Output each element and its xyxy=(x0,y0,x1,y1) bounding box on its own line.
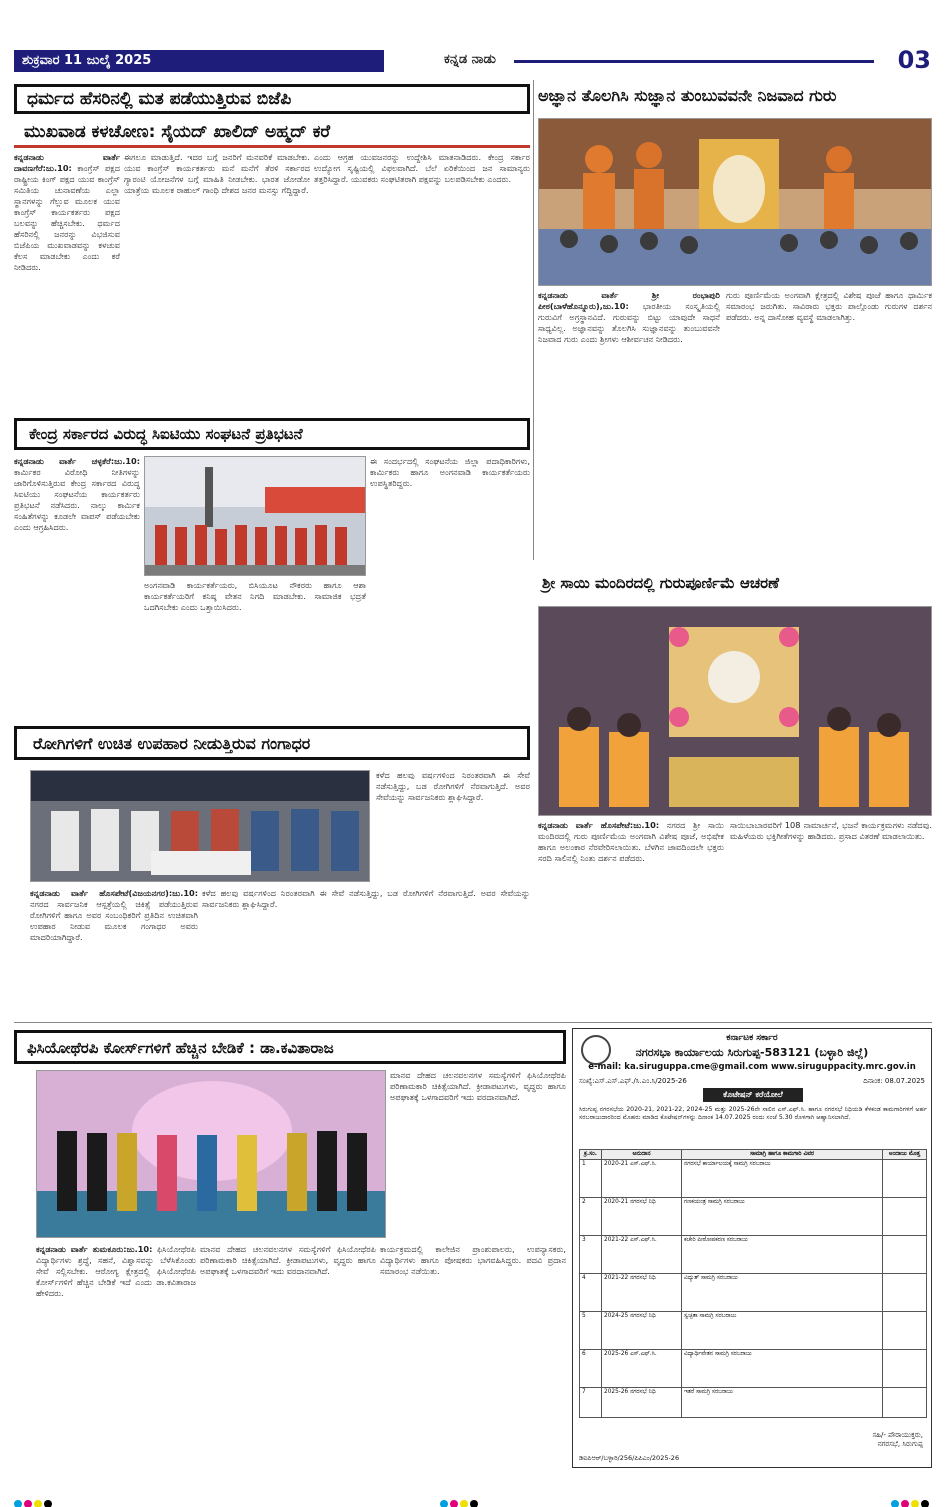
article6-dateline: ಕನ್ನಡನಾಡು ವಾರ್ತೆ ತುಮಕೂರು:ಜು.10: xyxy=(36,1244,153,1254)
cell: ಗಣಕಯಂತ್ರ ಸಾಮಗ್ರಿ ಸರಬರಾಜು xyxy=(682,1198,883,1236)
graduation-photo xyxy=(36,1070,386,1238)
article4-dateline: ಕನ್ನಡನಾಡು ವಾರ್ತೆ ಹೊಸಪೇಟೆ:ಜು.10: xyxy=(538,820,660,830)
masthead-paper-name: ಕನ್ನಡ ನಾಡು xyxy=(444,52,496,67)
cell: 2 xyxy=(580,1198,602,1236)
masthead-rule xyxy=(514,60,874,63)
cell: 2025-26 ನಗರಸಭೆ ನಿಧಿ xyxy=(602,1388,682,1418)
cell: ವಿದ್ಯಾರ್ಥಿವೇತನ ಸಾಮಗ್ರಿ ಸರಬರಾಜು xyxy=(682,1350,883,1388)
article3-headline[interactable]: ಕೇಂದ್ರ ಸರ್ಕಾರದ ವಿರುದ್ಧ ಸಿಐಟಿಯು ಸಂಘಟನೆ ಪ್ರತಿಭಟನೆ xyxy=(14,418,530,450)
table-row xyxy=(580,1274,927,1312)
article1-headline1[interactable]: ಧರ್ಮದ ಹೆಸರಿನಲ್ಲಿ ಮತ ಪಡೆಯುತ್ತಿರುವ ಬಿಜೆಪಿ xyxy=(14,84,530,114)
article1-col2: ಈಗಲೂ ಮಾಡುತ್ತಿದೆ. ಇದರ ಬಗ್ಗೆ ಜನರಿಗೆ ಮನವರಿಕೆ ಮಾಡಬೇಕು. ಯುವ ಕಾಂಗ್ರೆಸ್ ಕಾರ್ಯಕರ್ತರು ಮನೆ ಮನೆಗೆ ತೆರಳಿ ಸರ್ಕಾರದ ಗ್ಯಾರಂಟಿ ಯೋಜನೆಗಳ ಬಗ್ಗೆ ಮಾಹಿತಿ ನೀಡಬೇಕು. ಭಾರತ ಜೋಡೋ ಯಾತ್ರೆಯ ಮೂಲಕ ರಾಹುಲ್ ಗಾಂಧಿ ದೇಶದ ಜನರ ಮನಸ್ಸು ಗೆದ್ದಿದ್ದಾರೆ. xyxy=(124,152,310,195)
food-distribution-photo xyxy=(30,770,370,882)
notice-col-amount: ಅಂದಾಜು ಮೊತ್ತ xyxy=(883,1150,927,1160)
notice-col-no: ಕ್ರ.ಸಂ. xyxy=(580,1150,602,1160)
cell: 2021-22 ಎಸ್.ಎಫ್.ಸಿ. xyxy=(602,1236,682,1274)
page-number: 03 xyxy=(897,46,931,74)
notice-sign-line2: ನಗರಸಭೆ, ಸಿರುಗುಪ್ಪ xyxy=(877,1440,923,1448)
cell xyxy=(883,1350,927,1388)
cell xyxy=(883,1198,927,1236)
table-row xyxy=(580,1236,927,1274)
cell xyxy=(883,1160,927,1198)
article1-headline2[interactable]: ಮುಖವಾಡ ಕಳಚೋಣ: ಸೈಯದ್ ಖಾಲಿದ್ ಅಹ್ಮದ್ ಕರೆ xyxy=(14,118,530,148)
cell: 2024-25 ನಗರಸಭೆ ನಿಧಿ xyxy=(602,1312,682,1350)
article5-col1 xyxy=(30,888,198,1016)
article6-text1: ಫಿಸಿಯೋಥೆರಪಿ ವಿದ್ಯಾರ್ಥಿಗಳು ಶ್ರದ್ಧೆ, ಸಹನೆ, ವಿಶ್ವಾಸವನ್ನು ಬೆಳೆಸಿಕೊಂಡು ಸೇವೆ ಸಲ್ಲಿಸಬೇಕು. ಆರೋಗ್ಯ ಕ್ಷೇತ್ರದಲ್ಲಿ ಫಿಸಿಯೋಥೆರಪಿ ಕೋರ್ಸ್‌ಗಳಿಗೆ ಹೆಚ್ಚಿನ ಬೇಡಿಕೆ ಇದೆ ಎಂದು ಡಾ.ಕವಿತಾರಾಜ ಹೇಳಿದರು. xyxy=(36,1244,196,1298)
article4-col2: ಸಾಯಿಬಾಬಾರವರಿಗೆ 108 ನಾಮಾರ್ಚನೆ, ಭಜನೆ ಕಾರ್ಯಕ್ರಮಗಳು ನಡೆದವು. ಮಹಿಳೆಯರು ಭಕ್ತಿಗೀತೆಗಳನ್ನು ಹಾಡಿದರು. ಪ್ರಸಾದ ವಿತರಣೆ ಮಾಡಲಾಯಿತು. xyxy=(730,820,932,841)
cell: 6 xyxy=(580,1350,602,1388)
cell xyxy=(883,1274,927,1312)
cell: ಕಚೇರಿ ಪೀಠೋಪಕರಣ ಸರಬರಾಜು xyxy=(682,1236,883,1274)
article3-col1 xyxy=(14,456,140,716)
notice-col-desc: ಸಾಮಾಗ್ರಿ ಹಾಗೂ ಕಾಮಗಾರಿ ವಿವರ xyxy=(682,1150,883,1160)
cell: ವಿದ್ಯುತ್ ಸಾಮಗ್ರಿ ಸರಬರಾಜು xyxy=(682,1274,883,1312)
table-row xyxy=(580,1160,927,1198)
cell: 4 xyxy=(580,1274,602,1312)
registration-marks-center xyxy=(440,1493,480,1503)
article1-col1 xyxy=(14,152,120,410)
cell: 2021-22 ನಗರಸಭೆ ನಿಧಿ xyxy=(602,1274,682,1312)
cell xyxy=(883,1388,927,1418)
cell: 1 xyxy=(580,1160,602,1198)
quotation-notice xyxy=(572,1028,932,1468)
section-divider xyxy=(14,1022,932,1023)
notice-table xyxy=(579,1149,927,1418)
article6-col3: ಕಾರ್ಯಕ್ರಮದಲ್ಲಿ ಕಾಲೇಜಿನ ಪ್ರಾಂಶುಪಾಲರು, ಉಪನ್ಯಾಸಕರು, ವಿದ್ಯಾರ್ಥಿಗಳು ಹಾಗೂ ಪೋಷಕರು ಭಾಗವಹಿಸಿದ್ದರು. ಪದವಿ ಪ್ರದಾನ ಸಮಾರಂಭ ನಡೆಯಿತು. xyxy=(380,1244,566,1276)
article3-text1: ಕಾರ್ಮಿಕರ ವಿರೋಧಿ ನೀತಿಗಳನ್ನು ಜಾರಿಗೊಳಿಸುತ್ತಿರುವ ಕೇಂದ್ರ ಸರ್ಕಾರದ ವಿರುದ್ಧ ಸಿಐಟಿಯು ಸಂಘಟನೆಯ ಕಾರ್ಯಕರ್ತರು ಪ್ರತಿಭಟನೆ ನಡೆಸಿದರು. ನಾಲ್ಕು ಕಾರ್ಮಿಕ ಸಂಹಿತೆಗಳನ್ನು ಕೂಡಲೇ ವಾಪಸ್ ಪಡೆಯಬೇಕು ಎಂದು ಆಗ್ರಹಿಸಿದರು. xyxy=(14,467,140,532)
notice-ref: ಸಂಖ್ಯೆ:ಎಸ್.ಎಸ್.ಎಫ್./ಸಿ.ಎಂ.ಸಿ/2025-26 xyxy=(579,1077,687,1085)
article4-text1: ನಗರದ ಶ್ರೀ ಸಾಯಿ ಮಂದಿರದಲ್ಲಿ ಗುರು ಪೂರ್ಣಿಮೆಯ ಅಂಗವಾಗಿ ವಿಶೇಷ ಪೂಜೆ, ಅಭಿಷೇಕ ಹಾಗೂ ಅಲಂಕಾರ ನೆರವೇರಿಸಲಾಯಿತು. ಬೆಳಗಿನ ಜಾವದಿಂದಲೇ ಭಕ್ತರು ಸರದಿ ಸಾಲಿನಲ್ಲಿ ನಿಂತು ದರ್ಶನ ಪಡೆದರು. xyxy=(538,820,724,863)
article1-col3: ಎಂದು ಆಗ್ರಹ ಯುವಜನರನ್ನು ಉದ್ದೇಶಿಸಿ ಮಾತನಾಡಿದರು. ಕೇಂದ್ರ ಸರ್ಕಾರ ಉದ್ಯೋಗ ಸೃಷ್ಟಿಯಲ್ಲಿ ವಿಫಲವಾಗಿದೆ. ಬೆಲೆ ಏರಿಕೆಯಿಂದ ಜನ ಸಾಮಾನ್ಯರು ತತ್ತರಿಸಿದ್ದಾರೆ. ಯುವಕರು ಸಂಘಟಿತರಾಗಿ ಪಕ್ಷವನ್ನು ಬಲಪಡಿಸಬೇಕು ಎಂದರು. xyxy=(314,152,530,184)
table-row xyxy=(580,1350,927,1388)
masthead xyxy=(14,46,931,78)
article5-text1: ನಗರದ ಸಾರ್ವಜನಿಕ ಆಸ್ಪತ್ರೆಯಲ್ಲಿ ಚಿಕಿತ್ಸೆ ಪಡೆಯುತ್ತಿರುವ ರೋಗಿಗಳಿಗೆ ಹಾಗೂ ಅವರ ಸಂಬಂಧಿಕರಿಗೆ ಪ್ರತಿದಿನ ಉಚಿತವಾಗಿ ಉಪಹಾರ ನೀಡುವ ಮೂಲಕ ಗಂಗಾಧರ ಅವರು ಮಾದರಿಯಾಗಿದ್ದಾರೆ. xyxy=(30,899,198,942)
masthead-date: ಶುಕ್ರವಾರ 11 ಜುಲೈ 2025 xyxy=(14,50,384,72)
article6-col1 xyxy=(36,1244,196,1490)
article1-text1: ಕಾಂಗ್ರೆಸ್ ಪಕ್ಷದ ರಾಷ್ಟ್ರೀಯ ಕಿಂಗ್ ಪಕ್ಷದ ಯುವ ಕಾಂಗ್ರೆಸ್ ಸಮಿತಿಯ ಚುನಾವಣೆಯ ಎಲ್ಲಾ ಸ್ಥಾನಗಳನ್ನು ಗೆಲ್ಲುವ ಮೂಲಕ ಯುವ ಕಾಂಗ್ರೆಸ್ ಕಾರ್ಯಕರ್ತರು ಪಕ್ಷದ ಬಲವನ್ನು ಹೆಚ್ಚಿಸಬೇಕು. ಧರ್ಮದ ಹೆಸರಿನಲ್ಲಿ ಜನರನ್ನು ವಿಭಜಿಸುವ ಬಿಜೆಪಿಯ ಮುಖವಾಡವನ್ನು ಕಳಚುವ ಕೆಲಸ ಮಾಡಬೇಕು ಎಂದು ಕರೆ ನೀಡಿದರು. xyxy=(14,163,120,272)
notice-col-grant: ಅನುದಾನ xyxy=(602,1150,682,1160)
table-row xyxy=(580,1312,927,1350)
cell: ನಗರಸಭೆ ಕಾರ್ಯಾಲಯಕ್ಕೆ ಸಾಮಗ್ರಿ ಸರಬರಾಜು xyxy=(682,1160,883,1198)
registration-marks-right xyxy=(891,1493,931,1503)
cell: 7 xyxy=(580,1388,602,1418)
notice-signature xyxy=(872,1431,923,1449)
table-row xyxy=(580,1198,927,1236)
column-divider xyxy=(533,80,534,560)
notice-title: ಕೊಟೇಷನ್ ಕರೆಯೋಲೆ xyxy=(703,1088,803,1102)
article5-dateline: ಕನ್ನಡನಾಡು ವಾರ್ತೆ ಹೊಸಪೇಟೆ(ವಿಜಯನಗರ):ಜು.10: xyxy=(30,888,198,898)
sai-temple-photo xyxy=(538,606,932,816)
article2-dateline: ಕನ್ನಡನಾಡು ವಾರ್ತೆ ಶ್ರೀ ರಂಭಾಪುರಿ ಪೀಠ(ಬಾಳೆಹೊನ್ನೂರು),ಜು.10: xyxy=(538,290,720,311)
article3-col3: ಈ ಸಂದರ್ಭದಲ್ಲಿ ಸಂಘಟನೆಯ ಜಿಲ್ಲಾ ಪದಾಧಿಕಾರಿಗಳು, ಕಾರ್ಮಿಕರು ಹಾಗೂ ಅಂಗನವಾಡಿ ಕಾರ್ಯಕರ್ತೆಯರು ಉಪಸ್ಥಿತರಿದ್ದರು. xyxy=(370,456,530,488)
notice-govt: ಕರ್ನಾಟಕ ಸರ್ಕಾರ xyxy=(726,1033,778,1043)
cell: 2025-26 ಎಸ್.ಎಫ್.ಸಿ. xyxy=(602,1350,682,1388)
article3-col2: ಅಂಗನವಾಡಿ ಕಾರ್ಯಕರ್ತೆಯರು, ಬಿಸಿಯೂಟ ನೌಕರರು ಹಾಗೂ ಆಶಾ ಕಾರ್ಯಕರ್ತೆಯರಿಗೆ ಕನಿಷ್ಠ ವೇತನ ನಿಗದಿ ಮಾಡಬೇಕು. ಸಾಮಾಜಿಕ ಭದ್ರತೆ ಒದಗಿಸಬೇಕು ಎಂದು ಒತ್ತಾಯಿಸಿದರು. xyxy=(144,580,366,612)
notice-email: e-mail: ka.siruguppa.cme@gmail.com www.siruguppacity.mrc.gov.in xyxy=(588,1062,916,1072)
cell: ಸ್ವಚ್ಛತಾ ಸಾಮಗ್ರಿ ಸರಬರಾಜು xyxy=(682,1312,883,1350)
notice-office: ನಗರಸಭಾ ಕಾರ್ಯಾಲಯ ಸಿರುಗುಪ್ಪ-583121 (ಬಳ್ಳಾರಿ ಜಿಲ್ಲೆ) xyxy=(635,1046,869,1059)
cell xyxy=(883,1236,927,1274)
article4-headline[interactable]: ಶ್ರೀ ಸಾಯಿ ಮಂದಿರದಲ್ಲಿ ಗುರುಪೂರ್ಣಿಮೆ ಆಚರಣೆ xyxy=(542,574,780,592)
notice-date: ದಿನಾಂಕ: 08.07.2025 xyxy=(863,1077,925,1085)
article5-col-side: ಕಳೆದ ಹಲವು ವರ್ಷಗಳಿಂದ ನಿರಂತರವಾಗಿ ಈ ಸೇವೆ ನಡೆಸುತ್ತಿದ್ದು, ಬಡ ರೋಗಿಗಳಿಗೆ ನೆರವಾಗುತ್ತಿದೆ. ಅವರ ಸೇವೆಯನ್ನು ಸಾರ್ವಜನಿಕರು ಶ್ಲಾಘಿಸಿದ್ದಾರೆ. xyxy=(376,770,530,802)
notice-footer: ಡಿಐಪಿಆರ್/ಬಳ್ಳಾರಿ/256/ಪಿಪಿಎಂ/2025-26 xyxy=(579,1454,680,1462)
guru-ceremony-photo xyxy=(538,118,932,286)
article2-headline[interactable]: ಅಜ್ಞಾನ ತೊಲಗಿಸಿ ಸುಜ್ಞಾನ ತುಂಬುವವನೇ ನಿಜವಾದ ಗುರು xyxy=(538,86,837,105)
cell xyxy=(883,1312,927,1350)
article6-col2: ಮಾನವ ದೇಹದ ಚಲನವಲನಗಳ ಸಮಸ್ಯೆಗಳಿಗೆ ಫಿಸಿಯೋಥೆರಪಿ ಪರಿಣಾಮಕಾರಿ ಚಿಕಿತ್ಸೆಯಾಗಿದೆ. ಕ್ರೀಡಾಪಟುಗಳು, ವೃದ್ಧರು ಹಾಗೂ ಅಪಘಾತಕ್ಕೆ ಒಳಗಾದವರಿಗೆ ಇದು ವರದಾನವಾಗಿದೆ. xyxy=(200,1244,376,1276)
cell: 2020-21 ನಗರಸಭೆ ನಿಧಿ xyxy=(602,1198,682,1236)
article2-col2: ಗುರು ಪೂರ್ಣಿಮೆಯ ಅಂಗವಾಗಿ ಕ್ಷೇತ್ರದಲ್ಲಿ ವಿಶೇಷ ಪೂಜೆ ಹಾಗೂ ಧಾರ್ಮಿಕ ಸಮಾರಂಭ ಜರುಗಿತು. ಸಾವಿರಾರು ಭಕ್ತರು ಪಾಲ್ಗೊಂಡು ಗುರುಗಳ ದರ್ಶನ ಪಡೆದರು. ಅನ್ನ ದಾಸೋಹ ವ್ಯವಸ್ಥೆ ಮಾಡಲಾಗಿತ್ತು. xyxy=(726,290,932,322)
cell: ಇತರೆ ಸಾಮಗ್ರಿ ಸರಬರಾಜು xyxy=(682,1388,883,1418)
article5-col2: ಕಳೆದ ಹಲವು ವರ್ಷಗಳಿಂದ ನಿರಂತರವಾಗಿ ಈ ಸೇವೆ ನಡೆಸುತ್ತಿದ್ದು, ಬಡ ರೋಗಿಗಳಿಗೆ ನೆರವಾಗುತ್ತಿದೆ. ಅವರ ಸೇವೆಯನ್ನು ಸಾರ್ವಜನಿಕರು ಶ್ಲಾಘಿಸಿದ್ದಾರೆ. xyxy=(202,888,530,909)
cell: 3 xyxy=(580,1236,602,1274)
protest-photo xyxy=(144,456,366,576)
registration-marks-left xyxy=(14,1493,54,1503)
article6-headline[interactable]: ಫಿಸಿಯೋಥೆರಪಿ ಕೋರ್ಸ್‌ಗಳಿಗೆ ಹೆಚ್ಚಿನ ಬೇಡಿಕೆ : ಡಾ.ಕವಿತಾರಾಜ xyxy=(14,1030,566,1064)
article2-text1: ಭಾರತೀಯ ಸಂಸ್ಕೃತಿಯಲ್ಲಿ ಗುರುವಿಗೆ ಅಗ್ರಸ್ಥಾನವಿದೆ. ಗುರುವನ್ನು ಬಿಟ್ಟು ಯಾವುದೇ ಸಾಧನೆ ಸಾಧ್ಯವಿಲ್ಲ. ಅಜ್ಞಾನವನ್ನು ತೊಲಗಿಸಿ ಸುಜ್ಞಾನವನ್ನು ತುಂಬುವವನೇ ನಿಜವಾದ ಗುರು ಎಂದು ಶ್ರೀಗಳು ಆಶೀರ್ವಚನ ನೀಡಿದರು. xyxy=(538,301,720,344)
cell: 2020-21 ಎಸ್.ಎಫ್.ಸಿ. xyxy=(602,1160,682,1198)
notice-body: ಸಿರುಗುಪ್ಪ ನಗರಸಭೆಯ 2020-21, 2021-22, 2024-25 ಮತ್ತು 2025-26ನೇ ಸಾಲಿನ ಎಸ್.ಎಫ್.ಸಿ. ಹಾಗೂ ನಗರಸಭೆ ನಿಧಿಯಡಿ ಕೆಳಕಂಡ ಕಾಮಗಾರಿಗಳಿಗೆ ಅರ್ಹ ಸರಬರಾಜುದಾರರಿಂದ ಮೊಹರು ಮಾಡಿದ ಕೊಟೇಷನ್‌ಗಳನ್ನು ದಿನಾಂಕ 14.07.2025 ರಂದು ಸಂಜೆ 5.30 ರೊಳಗಾಗಿ ಆಹ್ವಾನಿಸಲಾಗಿದೆ. xyxy=(579,1106,927,1122)
article5-headline[interactable]: ರೋಗಿಗಳಿಗೆ ಉಚಿತ ಉಪಹಾರ ನೀಡುತ್ತಿರುವ ಗಂಗಾಧರ xyxy=(14,726,530,760)
article3-dateline: ಕನ್ನಡನಾಡು ವಾರ್ತೆ ಚಳ್ಳಕೆರೆ:ಜು.10: xyxy=(14,456,140,466)
table-row xyxy=(580,1388,927,1418)
article2-col1 xyxy=(538,290,720,560)
article4-col1 xyxy=(538,820,724,1020)
article6-col-side: ಮಾನವ ದೇಹದ ಚಲನವಲನಗಳ ಸಮಸ್ಯೆಗಳಿಗೆ ಫಿಸಿಯೋಥೆರಪಿ ಪರಿಣಾಮಕಾರಿ ಚಿಕಿತ್ಸೆಯಾಗಿದೆ. ಕ್ರೀಡಾಪಟುಗಳು, ವೃದ್ಧರು ಹಾಗೂ ಅಪಘಾತಕ್ಕೆ ಒಳಗಾದವರಿಗೆ ಇದು ವರದಾನವಾಗಿದೆ. xyxy=(390,1070,566,1102)
cell: 5 xyxy=(580,1312,602,1350)
notice-sign-line1: ಸಹಿ/- ಪೌರಾಯುಕ್ತರು, xyxy=(872,1431,923,1439)
article1-dateline: ಕನ್ನಡನಾಡು ವಾರ್ತೆ ದಾವಣಗೆರೆ:ಜು.10: xyxy=(14,152,120,173)
